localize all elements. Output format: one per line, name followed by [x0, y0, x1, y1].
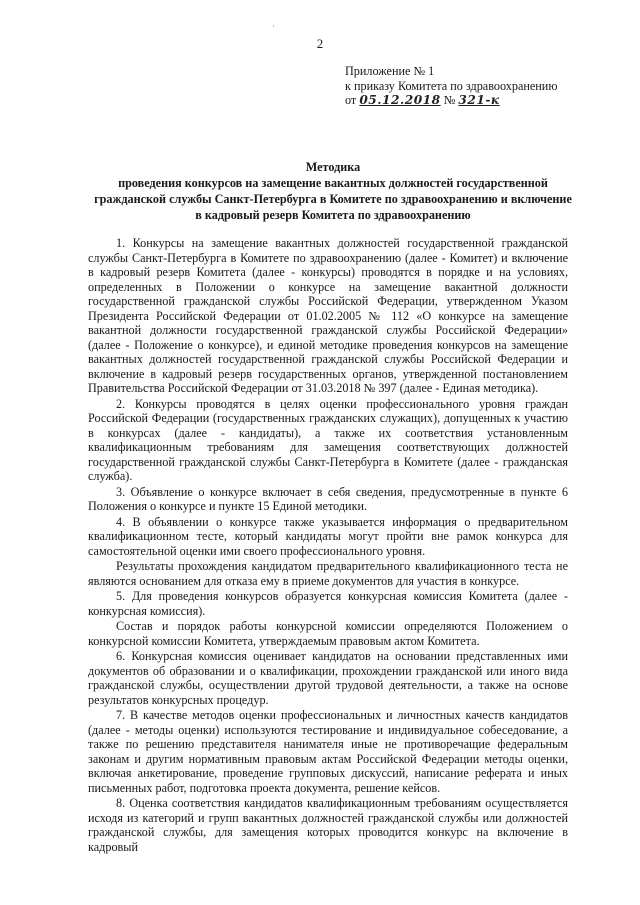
title-line-3: в кадровый резерв Комитета по здравоохранению — [195, 208, 471, 222]
handwritten-number: 321-к — [458, 93, 500, 107]
paragraph-3: 3. Объявление о конкурсе включает в себя сведения, предусмотренные в пункте 6 Положения о конкурсе и пункте 15 Единой методики. — [88, 484, 568, 513]
document-title — [88, 159, 578, 223]
paragraph-2: 2. Конкурсы проводятся в целях оценки профессионального уровня граждан Российской Федерации (государственных гражданских служащих), допущенных к участию в конкурсах (далее - кандидаты), а также их соответствия установленным квалификационным требованиям для замещения соответствующих должностей государственной гражданской службы Санкт-Петербурга в Комитете (далее - гражданская служба). — [88, 396, 568, 483]
handwritten-date: 05.12.2018 — [359, 93, 441, 107]
date-prefix: от — [345, 93, 357, 107]
paragraph-8: 8. Оценка соответствия кандидатов квалификационным требованиям осуществляется исходя из категорий и групп вакантных должностей гражданской службы или должностей гражданской службы, для замещения которых проводится конкурс на включение в кадровый — [88, 796, 568, 854]
paragraph-1: 1. Конкурсы на замещение вакантных должностей государственной гражданской службы Санкт-Петербурга в Комитете по здравоохранению (далее - Комитет) и включение в кадровый резерв Комитета (далее - конкурсы) проводятся в порядке и на условиях, определенных в Положении о конкурсе на замещение вакантной должности государственной гражданской службы Российской Федерации, утвержденном Указом Президента Российской Федерации от 01.02.2005 № 112 «О конкурсе на замещение вакантной должности государственной гражданской службы Российской Федерации» (далее - Положение о конкурсе), и единой методике проведения конкурсов на замещение вакантных должностей государственной гражданской службы Российской Федерации и включение в кадровый резерв государственных органов, утвержденной постановлением Правительства Российской Федерации от 31.03.2018 № 397 (далее - Единая методика). — [88, 236, 568, 395]
paragraph-6: 6. Конкурсная комиссия оценивает кандидатов на основании представленных ими документов об образовании и о квалификации, прохождении гражданской или иного вида гражданской службы, осуществлении другой трудовой деятельности, а также на основе результатов конкурсных процедур. — [88, 649, 568, 707]
paragraph-5: 5. Для проведения конкурсов образуется конкурсная комиссия Комитета (далее - конкурсная комиссия). — [88, 589, 568, 618]
paragraph-5-composition: Состав и порядок работы конкурсной комиссии определяются Положением о конкурсной комиссии Комитета, утверждаемым правовым актом Комитета. — [88, 619, 568, 648]
paragraph-4-results: Результаты прохождения кандидатом предварительного квалификационного теста не являются основанием для отказа ему в приеме документов для участия в конкурсе. — [88, 559, 568, 588]
scan-dot: · — [272, 22, 275, 31]
appendix-block — [345, 64, 557, 108]
appendix-title: Приложение № 1 — [345, 64, 435, 78]
paragraph-4: 4. В объявлении о конкурсе также указывается информация о предварительном квалификационном тесте, который кандидаты могут пройти вне рамок конкурса для самостоятельной оценки ими своего профессионального уровня. — [88, 514, 568, 558]
title-heading: Методика — [305, 160, 361, 174]
appendix-date-line — [345, 93, 557, 108]
title-line-1: проведения конкурсов на замещение вакантных должностей государственной — [118, 176, 548, 190]
appendix-order-ref: к приказу Комитета по здравоохранению — [345, 78, 558, 93]
document-body — [88, 236, 568, 855]
number-prefix: № — [443, 93, 456, 107]
paragraph-7: 7. В качестве методов оценки профессиональных и личностных качеств кандидатов (далее - методы оценки) используются тестирование и индивидуальное собеседование, а также по решению представителя нанимателя иные не противоречащие федеральным законам и другим нормативным правовым актам Российской Федерации методы оценки, включая анкетирование, проведение групповых дискуссий, написание реферата и иных письменных работ, подготовка проекта документа, решение кейсов. — [88, 708, 568, 795]
title-line-2: гражданской службы Санкт-Петербурга в Комитете по здравоохранению и включение — [94, 192, 572, 206]
page-number: 2 — [316, 36, 324, 51]
